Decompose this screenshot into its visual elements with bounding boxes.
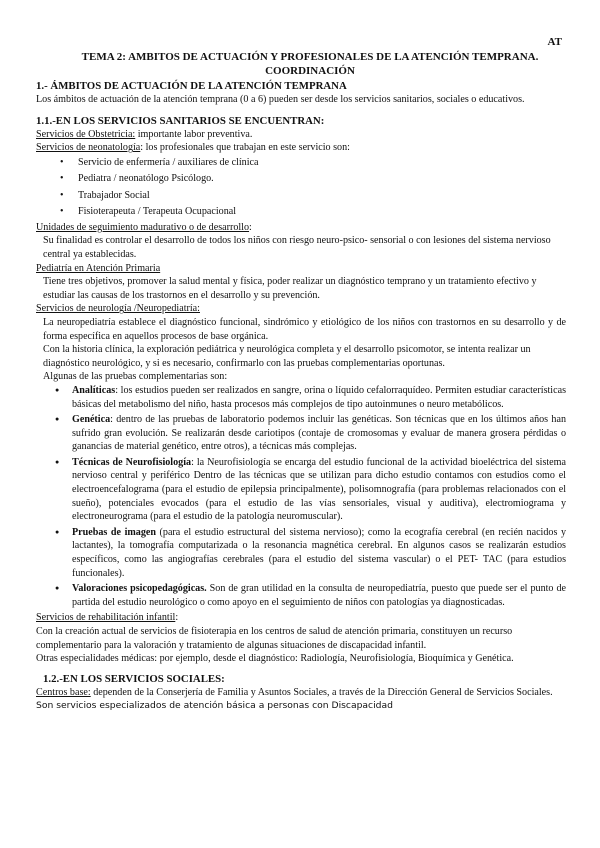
list-item	[36, 582, 566, 609]
pruebas-list	[36, 384, 566, 610]
seguimiento-label: Unidades de seguimiento madurativo o de desarrollo	[36, 221, 250, 233]
title-line-2: COORDINACIÓN	[265, 65, 355, 77]
intro-paragraph: Los ámbitos de actuación de la atención temprana (0 a 6) pueden ser desde los servicios sanitarios, sociales o educativos.	[36, 94, 525, 105]
centros-label: Centros base:	[36, 686, 91, 698]
neonatologia-list	[36, 155, 566, 221]
neonatologia-label: Servicios de neonatología	[36, 142, 141, 154]
obstetricia-text: importante labor preventiva.	[135, 128, 253, 140]
neurologia-paragraph-3: Algunas de las pruebas complementarias son:	[43, 371, 228, 383]
seguimiento-colon: :	[249, 221, 252, 233]
last-line: Son servicios especializados de atención básica a personas con Discapacidad	[36, 700, 393, 712]
pediatria-text: Tiene tres objetivos, promover la salud mental y física, poder realizar un diagnóstico temprano y un tratamiento efectivo y estudiar las causas de los trastornos en el desarrollo y su prevención.	[43, 276, 537, 301]
test-text: : los estudios pueden ser realizados en sangre, orina o líquido cefalorraquídeo. Permiten estudiar características básicas del metabolismo del niño, hasta procesos más complejos de tipo autoinmunes o neuro metabólicos.	[72, 384, 566, 410]
title-line-1: TEMA 2: AMBITOS DE ACTUACIÓN Y PROFESIONALES DE LA ATENCIÓN TEMPRANA.	[81, 51, 539, 63]
neurologia-paragraph-1: La neuropediatría establece el diagnóstico funcional, sindrómico y etiológico de los niños con trastornos en su desarrollo y de forma específica en aquellos procesos de base orgánica.	[43, 316, 566, 342]
test-text: (para el estudio estructural del sistema nervioso); como la ecografía cerebral (en recién nacidos y lactantes), la tomografía computarizada o la resonancia magnética cerebral. En algunos casos se realizarán estudios específicos, como las angiografías cerebrales (para el estudio del sistema vascular) o el PET- TAC (para estudios funcionales).	[72, 526, 566, 579]
list-item	[36, 384, 566, 411]
list-item: • Pediatra / neonatólogo Psicólogo.	[36, 171, 566, 188]
test-name: Genética	[72, 414, 111, 426]
test-text: : la Neurofisiología se encarga del estudio funcional de la actividad bioeléctrica del sistema nervioso central y periférico Dentro de las técnicas que se utilizan para dicho estudio contamos con estudios como el electroencefalograma (para el estudio de epilepsia principalmente), polisomnografía (para problemas relacionados con el sueño), potenciales evocados (para el estudio de las vías sensoriales, visual y auditiva), electromiograma y electroneurograma (para el estudio de la patología neuromuscular).	[72, 456, 566, 523]
obstetricia-label: Servicios de Obstetricia:	[36, 128, 136, 140]
obstetricia-line	[36, 128, 566, 142]
neonatologia-line	[36, 141, 566, 155]
list-item	[36, 456, 566, 524]
centros-line	[36, 686, 566, 700]
list-item: • Servicio de enfermería / auxiliares de clínica	[36, 155, 566, 172]
neurologia-paragraph-2: Con la historia clínica, la exploración pediátrica y neurológica completa y el desarrollo psicomotor, se intenta realizar un diagnóstico neurológico, y si es necesario, confirmarlo con las pruebas complementarias oportunas.	[43, 344, 531, 369]
seguimiento-heading	[36, 221, 566, 235]
otras-especialidades: Otras especialidades médicas: por ejemplo, desde el diagnóstico: Radiología, Neurofisiología, Bioquímica y Genética.	[36, 653, 514, 665]
test-text: : dentro de las pruebas de laboratorio podemos incluir las genéticas. Son técnicas que en los últimos años han sufrido gran evolución. Se realizarán desde cariotipos (contaje de cromosomas y evaluar de manera grosera pérdidas o ganancias de material genético, entre otros), a técnicas más complejas.	[72, 414, 566, 453]
seguimiento-text: Su finalidad es controlar el desarrollo de todos los niños con riesgo neuro-psico- sensorial o con lesiones del sistema nervioso central ya establecidas.	[43, 235, 551, 260]
document-title	[60, 50, 560, 78]
neurologia-label: Servicios de neurología /Neuropediatría:	[36, 303, 200, 315]
test-name: Valoraciones psicopedagógicas.	[72, 583, 207, 595]
heading-sanitarios: 1.1.-EN LOS SERVICIOS SANITARIOS SE ENCUENTRAN:	[36, 114, 325, 127]
list-item: • Fisioterapeuta / Terapeuta Ocupacional	[36, 204, 566, 221]
rehabilitacion-colon: :	[175, 612, 179, 624]
test-text: Son de gran utilidad en la consulta de neuropediatría, puesto que puede ser el punto de partida del estudio neurológico o como apoyo en el seguimiento de niños con patologías ya diagnosticadas.	[72, 583, 566, 608]
list-item: • Trabajador Social	[36, 188, 566, 205]
rehabilitacion-heading	[36, 611, 566, 625]
test-name: Analíticas	[72, 384, 116, 396]
rehabilitacion-label: Servicios de rehabilitación infantil	[36, 612, 176, 624]
heading-ambitos: 1.- ÁMBITOS DE ACTUACIÓN DE LA ATENCIÓN TEMPRANA	[36, 80, 347, 92]
document-body	[36, 79, 566, 712]
test-name: Pruebas de imagen	[72, 526, 156, 538]
test-name: Técnicas de Neurofisiología	[72, 456, 192, 468]
list-item	[36, 526, 566, 580]
heading-sociales: 1.2.-EN LOS SERVICIOS SOCIALES:	[43, 672, 225, 685]
corner-label: AT	[547, 36, 562, 48]
list-item	[36, 413, 566, 454]
neonatologia-text: : los profesionales que trabajan en este servicio son:	[140, 142, 350, 154]
pediatria-label: Pediatría en Atención Primaria	[36, 262, 161, 274]
rehabilitacion-text: Con la creación actual de servicios de fisioterapia en los centros de salud de atención primaria, constituyen un recurso complementario para la valoración y tratamiento de algunas situaciones de discapacidad infantil.	[36, 626, 513, 651]
centros-text: dependen de la Conserjería de Familia y Asuntos Sociales, a través de la Dirección General de Servicios Sociales.	[90, 686, 553, 698]
